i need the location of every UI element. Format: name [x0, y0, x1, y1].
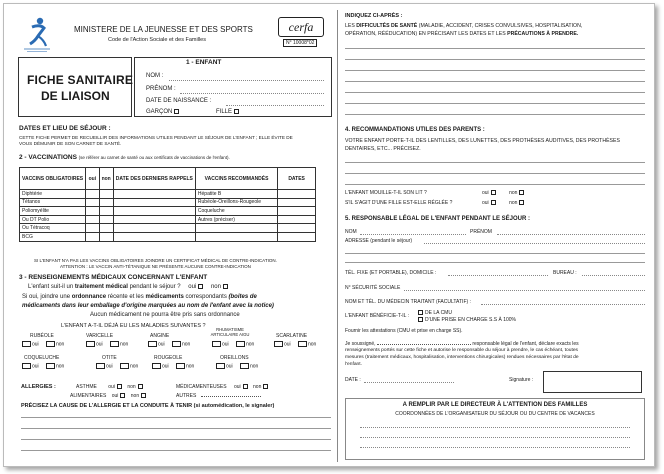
- responsable-title: 5. RESPONSABLE LÉGAL DE L'ENFANT PENDANT LE SÉJOUR :: [345, 216, 531, 222]
- indiquez-2a: OPÉRATION, RÉÉDUCATION) EN PRÉCISANT LES DATES ET LES: [345, 31, 506, 37]
- cmu-label: DE LA CMU: [425, 310, 452, 316]
- asthme-oui-checkbox[interactable]: [117, 384, 122, 389]
- code-subtitle: Code de l'Action Sociale et des Familles: [108, 37, 206, 43]
- non-label: non: [308, 341, 317, 348]
- precisez-allergie: PRÉCISEZ LA CAUSE DE L'ALLERGIE ET LA CONDUITE À TENIR (si automédication, le signaler): [21, 403, 275, 409]
- enfant-garcon-option[interactable]: [146, 109, 179, 115]
- oui-label: oui: [233, 384, 241, 390]
- maladies-question: L'ENFANT A-T-IL DÉJÀ EU LES MALADIES SUIVANTES ?: [61, 323, 206, 329]
- indiquez-title: INDIQUEZ CI-APRÈS :: [345, 13, 403, 19]
- date-cell[interactable]: [113, 232, 195, 241]
- oui-label: oui: [111, 393, 119, 399]
- date-cell[interactable]: [113, 198, 195, 207]
- maladie-oreillons: [220, 355, 249, 361]
- table-row: [20, 232, 316, 241]
- otite-non-box[interactable]: [120, 363, 129, 369]
- medicamenteuses-label: MÉDICAMENTEUSES: [176, 384, 227, 390]
- medicamenteuses-non-checkbox[interactable]: [263, 384, 268, 389]
- recommandations-title: 4. RECOMMANDATIONS UTILES DES PARENTS :: [345, 127, 485, 133]
- cerfa-logo-text: cerfa: [288, 20, 314, 34]
- recommandations-line-1: VOTRE ENFANT PORTE-T-IL DES LENTILLES, DES LUNETTES, DES PROTHÈSES AUDITIVES, DES PROTHÈSES: [345, 138, 620, 144]
- oui-label: oui: [482, 200, 489, 206]
- oui-label: oui: [222, 341, 229, 348]
- date-cell[interactable]: [113, 224, 195, 233]
- prise-option[interactable]: [418, 317, 516, 323]
- cerfa-logo: [278, 17, 324, 37]
- fille-label: FILLE: [216, 109, 233, 116]
- fille-non-checkbox[interactable]: [519, 200, 524, 205]
- alimentaires-oui-checkbox[interactable]: [120, 393, 125, 398]
- indiquez-2b: PRÉCAUTIONS À PRENDRE.: [507, 31, 579, 37]
- vaccinations-title: 2 - VACCINATIONS: [19, 154, 77, 161]
- prise-checkbox[interactable]: [418, 317, 423, 322]
- aucun-medicament-text: Aucun médicament ne pourra être pris sans ordonnance: [90, 312, 240, 318]
- indiquez-line-2: [345, 31, 578, 37]
- table-row: [20, 224, 316, 233]
- non-cell[interactable]: [99, 207, 113, 216]
- oui-label: oui: [32, 341, 39, 348]
- oui-label: oui: [108, 384, 115, 390]
- vaccin-recommande: Coqueluche: [195, 207, 277, 216]
- maladie-label: OREILLONS: [220, 355, 249, 361]
- rhumatisme-non-box[interactable]: [236, 341, 245, 347]
- indiquez-line-1: [345, 23, 582, 29]
- vaccinations-subtitle: (se référer au carnet de santé ou aux certificats de vaccinations de l'enfant).: [78, 155, 230, 160]
- indiquez-1c: (MALADIE, ACCIDENT, CRISES CONVULSIVES, HOSPITALISATION,: [418, 23, 583, 29]
- responsable-adresse: ADRESSE (pendant le séjour): [345, 238, 412, 244]
- allergie-asthme: [76, 384, 143, 390]
- je-soussigne-4: l'enfant.: [345, 362, 362, 367]
- enfant-prenom-label: PRÉNOM :: [146, 86, 176, 92]
- dates-cell[interactable]: [278, 190, 316, 199]
- je-soussigne-1: [345, 341, 579, 347]
- table-row: [20, 190, 316, 199]
- dates-title: DATES ET LIEU DE SÉJOUR :: [19, 125, 111, 132]
- prise-label: D'UNE PRISE EN CHARGE S.S À 100%: [425, 317, 516, 323]
- oui-label: oui: [106, 363, 113, 370]
- date-cell[interactable]: [113, 190, 195, 199]
- oui-cell[interactable]: [86, 215, 99, 224]
- vaccin-recommande: Rubéole-Oreillons-Rougeole: [195, 198, 277, 207]
- rougeole-non-box[interactable]: [176, 363, 185, 369]
- date-cell[interactable]: [113, 207, 195, 216]
- angine-non-box[interactable]: [172, 341, 181, 347]
- fille-question: [345, 200, 452, 206]
- si-d: médicaments: [145, 294, 184, 300]
- non-label: non: [130, 363, 139, 370]
- maladie-otite: [102, 355, 117, 361]
- oui-label: oui: [158, 341, 165, 348]
- fille-checkbox[interactable]: [234, 109, 239, 114]
- traitement-question: [28, 284, 228, 290]
- signature-label: Signature :: [509, 377, 534, 383]
- oui-label: oui: [284, 341, 291, 348]
- oui-label: oui: [162, 363, 169, 370]
- non-label: non: [186, 363, 195, 370]
- traitement-oui-label: oui: [188, 284, 197, 291]
- document-title-line2: DE LIAISON: [41, 89, 110, 103]
- vaccinations-table: [19, 167, 316, 242]
- rougeole-oui-box[interactable]: [152, 363, 161, 369]
- traitement-oui-checkbox[interactable]: [198, 284, 203, 289]
- si-e: correspondants: [185, 294, 227, 300]
- coqueluche-non-box[interactable]: [46, 363, 55, 369]
- bureau-label: BUREAU :: [553, 270, 577, 276]
- si-c: récente et les: [107, 294, 144, 300]
- je-soussigne-2: renseignements portés sur cette fiche et autorise le responsable du séjour à prendre, le cas échéant, toutes: [345, 348, 578, 353]
- maladie-label: VARICELLE: [86, 333, 114, 339]
- varicelle-oui-box[interactable]: [86, 341, 95, 347]
- non-label: non: [246, 341, 255, 348]
- oui-cell[interactable]: [86, 232, 99, 241]
- lit-answers: [482, 190, 524, 196]
- vaccin-recommande: [195, 224, 277, 233]
- vaccin-obligatoire: Poliomyélite: [20, 207, 86, 216]
- vaccin-recommande: Autres (préciser): [195, 215, 277, 224]
- si-a: Si oui, joindre une: [22, 294, 71, 300]
- asthme-label: ASTHME: [76, 384, 97, 390]
- secu-label: N° SÉCURITÉ SOCIALE: [345, 285, 401, 291]
- si-f: (boites de: [228, 294, 257, 300]
- maladie-rougeole: [154, 355, 182, 361]
- maladie-rubeole: [30, 333, 54, 339]
- non-label: non: [253, 384, 262, 390]
- traitement-non-label: non: [210, 284, 221, 291]
- varicelle-non-box[interactable]: [110, 341, 119, 347]
- col-non: non: [99, 168, 113, 190]
- vaccin-obligatoire: Ou DT Polio: [20, 215, 86, 224]
- oui-label: oui: [32, 363, 39, 370]
- title-box: [18, 57, 132, 117]
- fournir-text: Fournir les attestations (CMU et prise en charge SS).: [345, 328, 463, 334]
- vaccin-obligatoire: Tétanos: [20, 198, 86, 207]
- cmu-checkbox[interactable]: [418, 310, 423, 315]
- maladie-label: OTITE: [102, 355, 117, 361]
- vaccinations-note-2: ATTENTION : LE VACCIN ANTI-TÉTANIQUE NE PRÉSENTE AUCUNE CONTRE-INDICATION: [60, 264, 251, 269]
- vaccinations-header-row: [20, 168, 316, 190]
- cmu-option[interactable]: [418, 310, 452, 316]
- maladie-label: ANGINE: [150, 333, 170, 339]
- non-label: non: [130, 393, 140, 399]
- non-label: non: [56, 341, 65, 348]
- medicamenteuses-oui-checkbox[interactable]: [243, 384, 248, 389]
- ministry-title: MINISTERE DE LA JEUNESSE ET DES SPORTS: [74, 25, 253, 34]
- responsable-nom: [345, 229, 357, 235]
- non-cell[interactable]: [99, 232, 113, 241]
- autres-label: AUTRES: [176, 393, 197, 399]
- non-cell[interactable]: [99, 215, 113, 224]
- maladie-label: COQUELUCHE: [24, 355, 60, 361]
- dates-text-1: CETTE FICHE PERMET DE RECUEILLIR DES INFORMATIONS UTILES PENDANT LE SÉJOUR DE L'ENFANT ; ELLE ÉVITE DE: [19, 135, 293, 140]
- dates-cell[interactable]: [278, 215, 316, 224]
- fille-oui-checkbox[interactable]: [491, 200, 496, 205]
- maladie-label: SCARLATINE: [276, 333, 308, 339]
- renseignements-title: 3 - RENSEIGNEMENTS MÉDICAUX CONCERNANT L'ENFANT: [19, 274, 208, 281]
- maladie-varicelle: [86, 333, 113, 339]
- rubeole-non-box[interactable]: [46, 341, 55, 347]
- allergies-label: ALLERGIES :: [21, 384, 56, 390]
- lit-non-checkbox[interactable]: [519, 190, 524, 195]
- oui-cell[interactable]: [86, 224, 99, 233]
- scarlatine-non-box[interactable]: [298, 341, 307, 347]
- non-label: non: [182, 341, 191, 348]
- je1-text: Je soussigné,: [345, 341, 376, 347]
- emballage-text: médicaments dans leur emballage d'origine marquées au nom de l'enfant avec la notice): [22, 303, 274, 309]
- prenom-label: PRÉNOM: [470, 229, 492, 235]
- allergie-autres: [176, 393, 261, 399]
- maladie-coqueluche: [24, 355, 59, 361]
- table-row: [20, 215, 316, 224]
- enfant-fille-option[interactable]: [216, 109, 239, 115]
- beneficie-label: L'ENFANT BÉNÉFICIE-T-IL :: [345, 313, 410, 319]
- col-vaccins-recommandes: VACCINS RECOMMANDÉS: [195, 168, 277, 190]
- oui-label: oui: [226, 363, 233, 370]
- date-label: DATE :: [345, 377, 361, 383]
- enfant-section-title: 1 - ENFANT: [186, 59, 222, 66]
- non-label: non: [250, 363, 259, 370]
- dates-cell[interactable]: [278, 207, 316, 216]
- non-cell[interactable]: [99, 190, 113, 199]
- indiquez-1a: LES: [345, 23, 355, 29]
- vaccin-obligatoire: BCG: [20, 232, 86, 241]
- scarlatine-oui-box[interactable]: [274, 341, 283, 347]
- allergie-medicamenteuses: [176, 384, 268, 390]
- lit-oui-checkbox[interactable]: [491, 190, 496, 195]
- enfant-naissance-label: DATE DE NAISSANCE :: [146, 98, 212, 104]
- nom-label: NOM: [345, 229, 357, 235]
- table-row: [20, 207, 316, 216]
- col-oui: oui: [86, 168, 99, 190]
- oreillons-non-box[interactable]: [240, 363, 249, 369]
- vaccin-obligatoire: Diphtérie: [20, 190, 86, 199]
- maladie-rhumatisme: [204, 328, 256, 337]
- je-soussigne-3: mesures (traitement médicaux, hospitalisation, interventions chirurgicales) rendues nécessaires par l'état de: [345, 355, 579, 360]
- lit-question: [345, 190, 427, 196]
- vaccin-recommande: [195, 232, 277, 241]
- non-cell[interactable]: [99, 198, 113, 207]
- q1b: traitement médical: [74, 284, 128, 291]
- otite-oui-box[interactable]: [96, 363, 105, 369]
- oreillons-oui-box[interactable]: [216, 363, 225, 369]
- coqueluche-oui-box[interactable]: [22, 363, 31, 369]
- non-label: non: [509, 190, 518, 196]
- non-cell[interactable]: [99, 224, 113, 233]
- traitement-non-checkbox[interactable]: [223, 284, 228, 289]
- maladie-label: RUBÉOLE: [30, 333, 54, 339]
- oui-cell[interactable]: [86, 198, 99, 207]
- remplir-title: A REMPLIR PAR LE DIRECTEUR À L'ATTENTION DES FAMILLES: [402, 402, 588, 408]
- vaccinations-heading: [19, 154, 230, 161]
- col-date-rappels: DATE DES DERNIERS RAPPELS: [113, 168, 195, 190]
- cerfa-number: N° 10008*02: [283, 39, 317, 47]
- rubeole-oui-box[interactable]: [22, 341, 31, 347]
- oui-label: oui: [482, 190, 489, 196]
- non-label: non: [56, 363, 65, 370]
- responsable-prenom: [470, 229, 492, 235]
- q1c: pendant le séjour ?: [129, 284, 181, 291]
- tel-label: TÉL. FIXE (ET PORTABLE), DOMICILE :: [345, 270, 437, 276]
- garcon-label: GARÇON: [146, 109, 173, 116]
- dates-text-2: VOUS DÉMUNIR DE SON CARNET DE SANTÉ.: [19, 141, 122, 146]
- oui-cell[interactable]: [86, 190, 99, 199]
- q1a: L'enfant suit-il un: [28, 284, 74, 291]
- coordonnees-text: COORDONNÉES DE L'ORGANISATEUR DU SÉJOUR OU DU CENTRE DE VACANCES: [395, 411, 595, 417]
- angine-oui-box[interactable]: [148, 341, 157, 347]
- fille-reglee-label: S'IL S'AGIT D'UNE FILLE EST-ELLE RÉGLÉE ?: [345, 200, 453, 206]
- rhumatisme-oui-box[interactable]: [212, 341, 221, 347]
- maladie-angine: [150, 333, 169, 339]
- asthme-non-checkbox[interactable]: [138, 384, 143, 389]
- non-label: non: [127, 384, 136, 390]
- non-label: non: [509, 200, 518, 206]
- signature-box[interactable]: [543, 371, 642, 393]
- je1b-text: responsable légal de l'enfant, déclare exacts les: [472, 341, 579, 347]
- recommandations-line-2: DENTAIRES, ETC... PRÉCISEZ.: [345, 146, 421, 152]
- ministry-logo-icon: [18, 14, 56, 54]
- garcon-checkbox[interactable]: [174, 109, 179, 114]
- ordonnance-text: [22, 294, 257, 300]
- maladie-scarlatine: [276, 333, 307, 339]
- document-title-line1: FICHE SANITAIRE: [27, 73, 134, 87]
- fille-answers: [482, 200, 524, 206]
- col-dates: DATES: [278, 168, 316, 190]
- oui-cell[interactable]: [86, 207, 99, 216]
- ministry-logo: [18, 14, 56, 54]
- alimentaires-non-checkbox[interactable]: [141, 393, 146, 398]
- non-label: non: [120, 341, 129, 348]
- maladie-label: RHUMATISME ARTICULAIRE AIGU: [210, 327, 250, 337]
- vaccinations-note-1: SI L'ENFANT N'A PAS LES VACCINS OBLIGATOIRES JOINDRE UN CERTIFICAT MÉDICAL DE CONTRE-INDICATION.: [34, 258, 277, 263]
- allergie-alimentaires: [70, 393, 146, 399]
- dates-cell[interactable]: [278, 198, 316, 207]
- enfant-nom-label: NOM :: [146, 73, 164, 79]
- vaccin-obligatoire: Ou Tétracoq: [20, 224, 86, 233]
- vaccin-recommande: Hépatite B: [195, 190, 277, 199]
- si-b: ordonnance: [71, 294, 107, 300]
- col-vaccins-obligatoires: VACCINS OBLIGATOIRES: [20, 168, 86, 190]
- dates-cell[interactable]: [278, 224, 316, 233]
- maladie-label: ROUGEOLE: [154, 355, 183, 361]
- date-cell[interactable]: [113, 215, 195, 224]
- table-row: [20, 198, 316, 207]
- medecin-label: NOM ET TÉL. DU MÉDECIN TRAITANT (FACULTATIF) :: [345, 299, 471, 305]
- dates-cell[interactable]: [278, 232, 316, 241]
- alimentaires-label: ALIMENTAIRES: [70, 393, 107, 399]
- oui-label: oui: [96, 341, 103, 348]
- directeur-box: [345, 398, 645, 460]
- fiche-sanitaire-document: [3, 3, 655, 467]
- lit-label: L'ENFANT MOUILLE-T-IL SON LIT ?: [345, 190, 427, 196]
- indiquez-1b: DIFFICULTÉS DE SANTÉ: [356, 23, 418, 29]
